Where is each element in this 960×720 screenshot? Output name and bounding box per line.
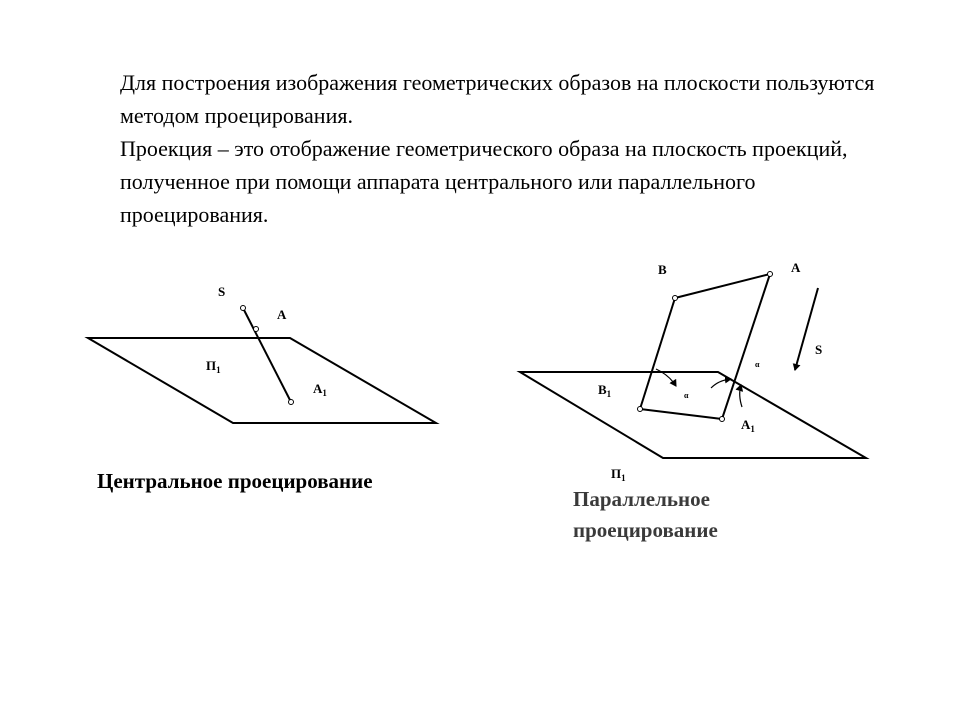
caption-parallel-projection: [573, 484, 718, 546]
parallel-point-b1: [638, 407, 643, 412]
parallel-point-a1: [720, 417, 725, 422]
central-label-a: A: [277, 307, 287, 322]
central-label-plane: [206, 358, 221, 375]
parallel-label-plane: [611, 466, 626, 483]
intro-paragraph-2: Проекция – это отображение геометрического образа на плоскость проекций, полученное при помощи аппарата центрального или параллельного проецирования.: [120, 136, 848, 227]
projecting-line-b: [640, 298, 675, 409]
parallel-plane-letter: П: [611, 466, 622, 481]
parallel-projection-diagram: [520, 260, 866, 483]
central-plane-subscript: 1: [216, 365, 221, 375]
angle-arc-3: [740, 385, 742, 407]
parallel-label-b: B: [658, 262, 667, 277]
direction-arrow-s: [795, 288, 818, 370]
central-point-s: [241, 306, 246, 311]
central-a1-letter: A: [313, 381, 323, 396]
parallel-label-b1: [598, 382, 612, 399]
parallel-label-a: A: [791, 260, 801, 275]
parallel-label-a1: [741, 417, 755, 434]
central-label-a1: [313, 381, 327, 398]
parallel-b1-letter: B: [598, 382, 607, 397]
central-point-a: [254, 327, 259, 332]
parallel-b1-subscript: 1: [606, 389, 612, 399]
central-point-a1: [289, 400, 294, 405]
parallel-label-alpha-2: α: [755, 360, 760, 369]
caption-parallel-text: Параллельное проецирование: [573, 487, 718, 542]
parallel-point-a: [768, 272, 773, 277]
central-label-s: S: [218, 284, 226, 299]
parallel-plane-subscript: 1: [621, 473, 626, 483]
parallel-point-b: [673, 296, 678, 301]
central-projection-diagram: [88, 284, 436, 423]
parallel-label-alpha-1: α: [684, 391, 689, 400]
angle-arc-2: [711, 379, 731, 388]
parallel-a1-letter: A: [741, 417, 751, 432]
central-plane-letter: П: [206, 358, 217, 373]
parallel-a1-subscript: 1: [750, 424, 755, 434]
projection-b1a1: [640, 409, 722, 419]
intro-paragraph-1: Для построения изображения геометрических образов на плоскости пользуются методом проецирования.: [120, 70, 875, 128]
caption-central-projection: Центральное проецирование: [97, 469, 373, 493]
central-a1-subscript: 1: [322, 388, 327, 398]
segment-ab: [675, 274, 770, 298]
parallel-label-s: S: [815, 342, 823, 357]
central-plane: [88, 338, 436, 423]
central-projecting-ray: [243, 308, 291, 402]
